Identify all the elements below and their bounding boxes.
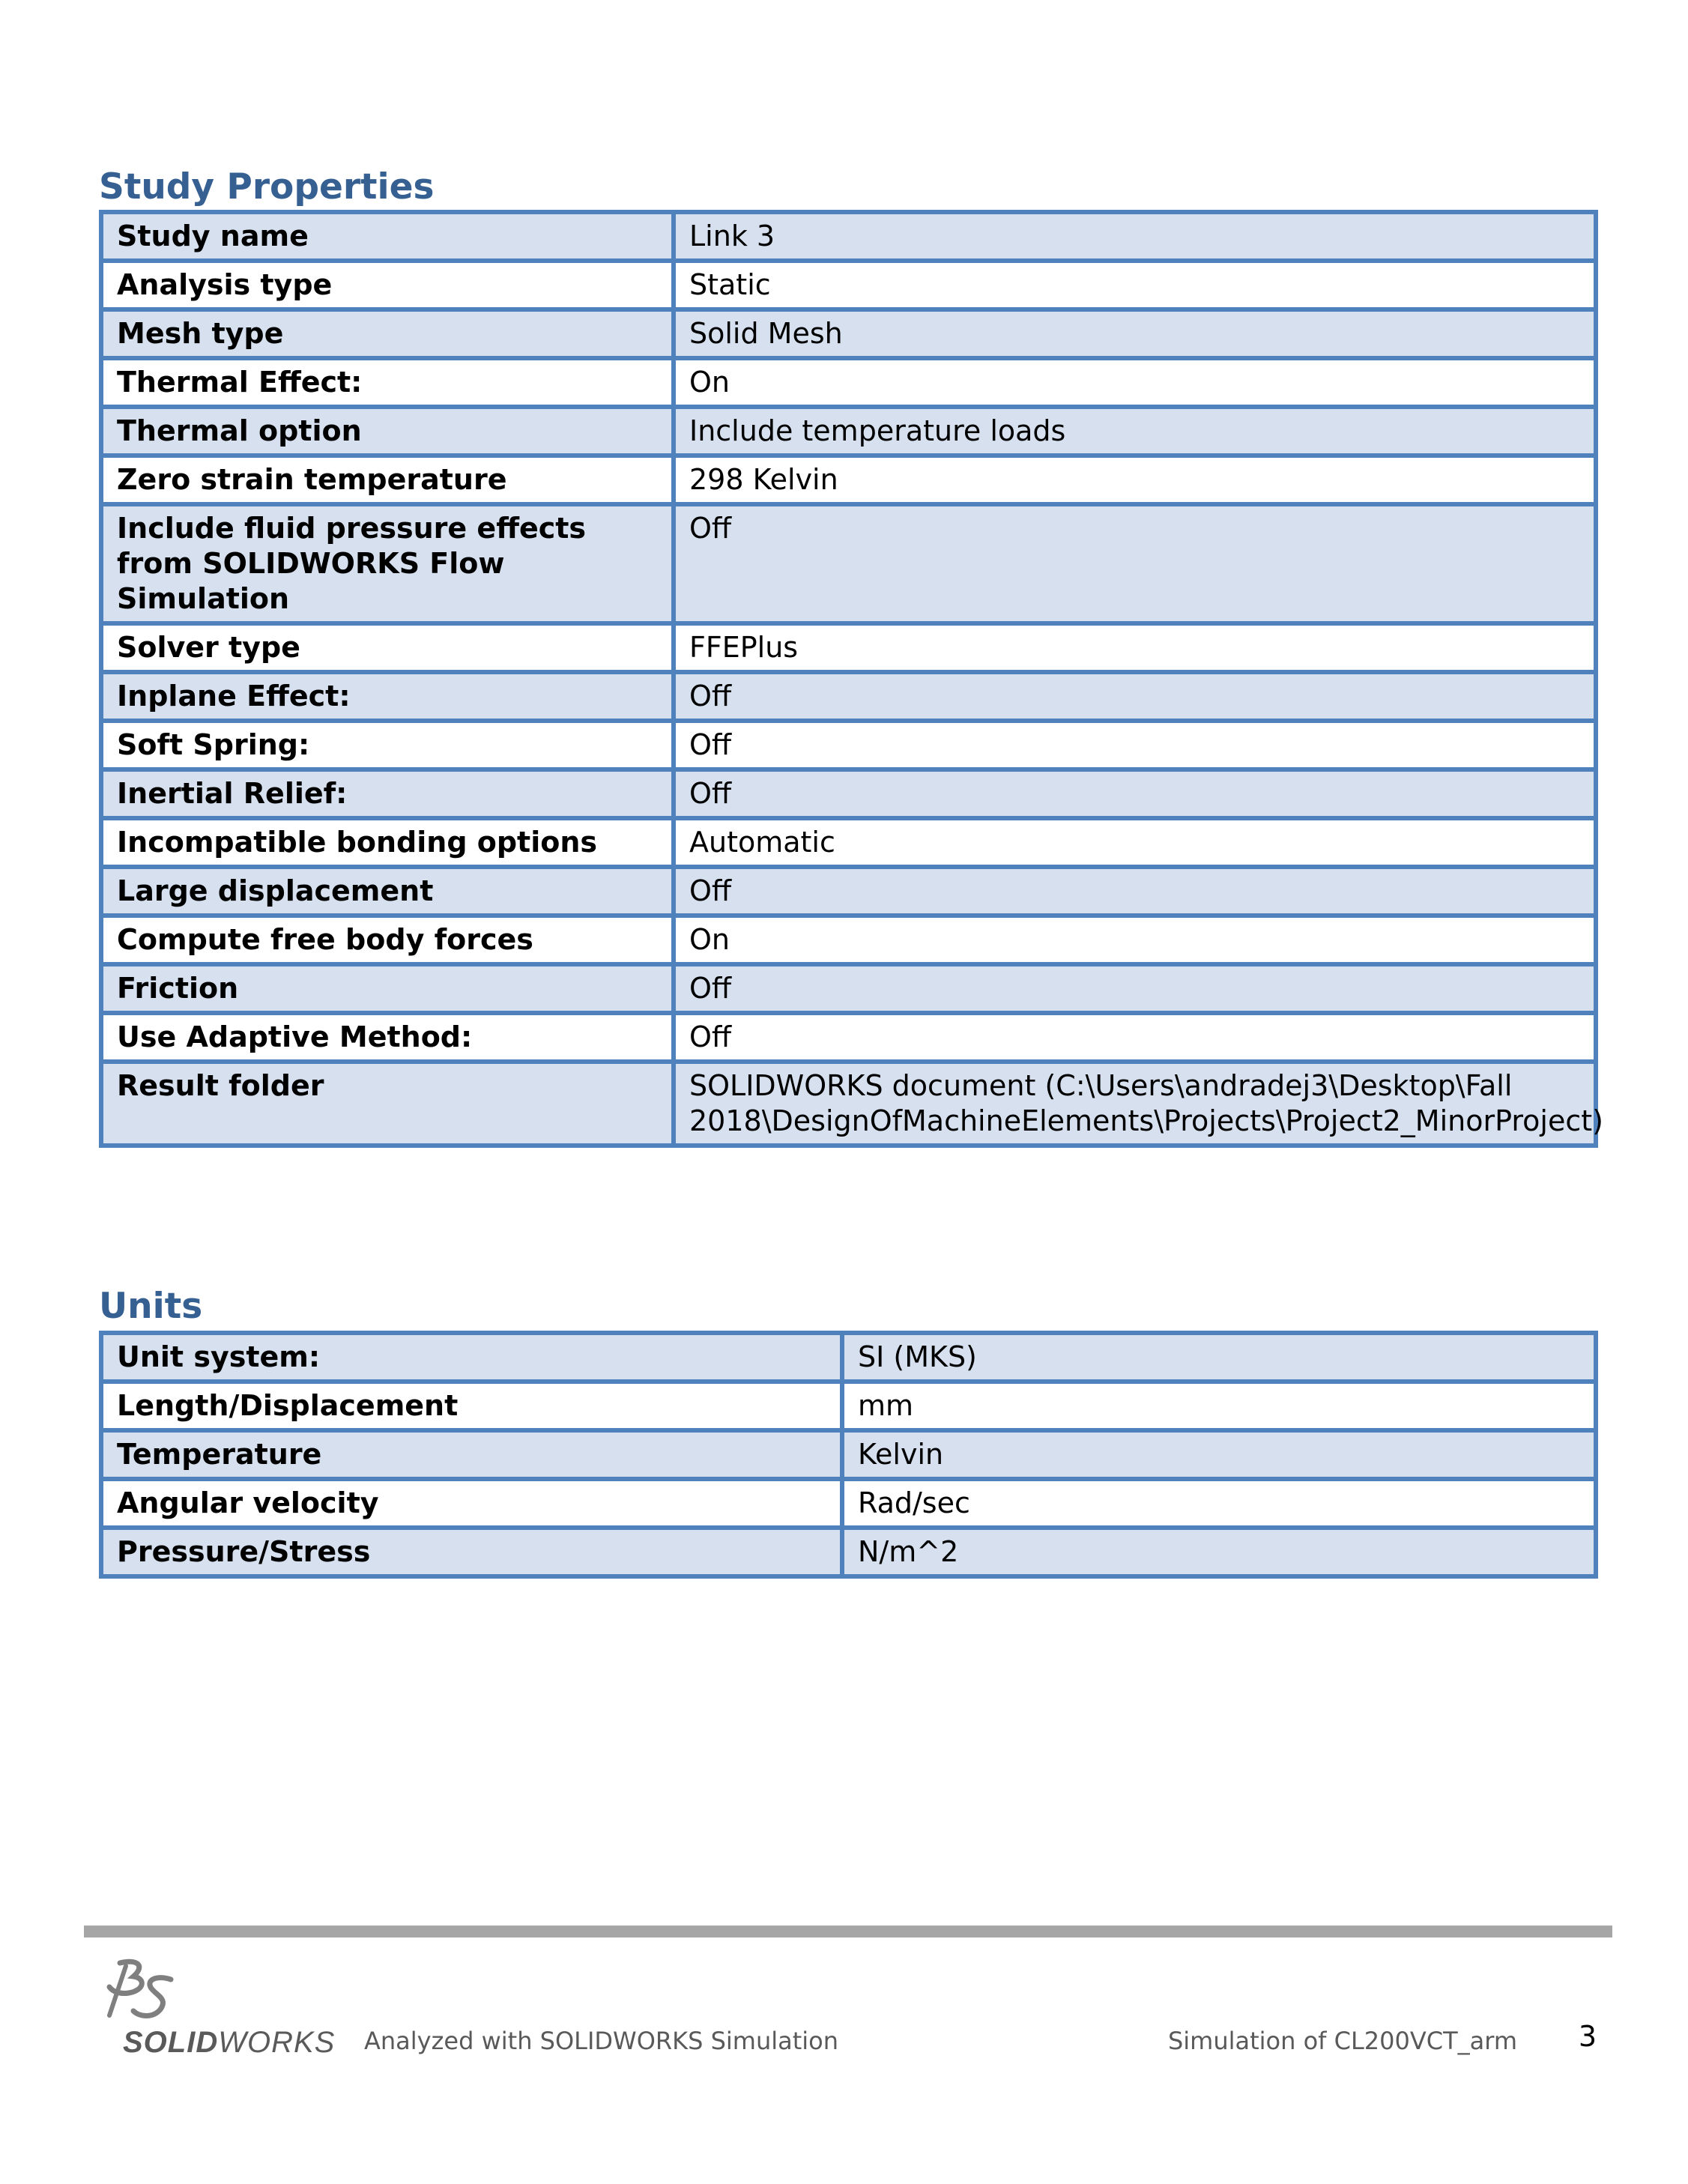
property-label: Include fluid pressure effects from SOLIDWORKS Flow Simulation bbox=[103, 506, 676, 626]
property-label: Compute free body forces bbox=[103, 918, 676, 967]
property-label: Zero strain temperature bbox=[103, 458, 676, 506]
table-row bbox=[103, 1481, 1594, 1530]
property-label: Large displacement bbox=[103, 869, 676, 918]
property-label: Inertial Relief: bbox=[103, 772, 676, 820]
table-row bbox=[103, 820, 1594, 869]
simulation-name-text: Simulation of CL200VCT_arm bbox=[1167, 2027, 1517, 2055]
unit-label: Length/Displacement bbox=[103, 1384, 844, 1433]
table-row bbox=[103, 214, 1594, 263]
unit-label: Unit system: bbox=[103, 1335, 844, 1384]
property-label: Analysis type bbox=[103, 263, 676, 312]
table-row bbox=[103, 1530, 1594, 1574]
table-row bbox=[103, 263, 1594, 312]
property-value: 298 Kelvin bbox=[676, 458, 1594, 506]
property-value: Off bbox=[676, 1015, 1594, 1064]
units-table bbox=[99, 1331, 1598, 1579]
property-value: Off bbox=[676, 967, 1594, 1015]
property-value: SOLIDWORKS document (C:\Users\andradej3\Desktop\Fall 2018\DesignOfMachineElements\Projects\Project2_MinorProject) bbox=[676, 1064, 1594, 1143]
property-label: Mesh type bbox=[103, 312, 676, 360]
property-value: Solid Mesh bbox=[676, 312, 1594, 360]
table-row bbox=[103, 409, 1594, 458]
table-row bbox=[103, 1064, 1594, 1143]
property-value: Static bbox=[676, 263, 1594, 312]
property-value: Off bbox=[676, 506, 1594, 626]
property-label: Friction bbox=[103, 967, 676, 1015]
table-row bbox=[103, 312, 1594, 360]
study-properties-heading: Study Properties bbox=[99, 166, 435, 208]
property-value: Off bbox=[676, 869, 1594, 918]
table-row bbox=[103, 360, 1594, 409]
table-row bbox=[103, 506, 1594, 626]
table-row bbox=[103, 869, 1594, 918]
property-value: On bbox=[676, 360, 1594, 409]
table-row bbox=[103, 967, 1594, 1015]
analyzed-with-text: Analyzed with SOLIDWORKS Simulation bbox=[364, 2027, 839, 2055]
table-row bbox=[103, 1433, 1594, 1481]
unit-value: mm bbox=[844, 1384, 1594, 1433]
unit-value: Rad/sec bbox=[844, 1481, 1594, 1530]
property-label: Thermal option bbox=[103, 409, 676, 458]
solidworks-wordmark: SOLIDWORKS bbox=[123, 2026, 336, 2059]
page-number: 3 bbox=[1578, 2020, 1597, 2053]
table-row bbox=[103, 674, 1594, 723]
unit-value: Kelvin bbox=[844, 1433, 1594, 1481]
table-row bbox=[103, 1335, 1594, 1384]
unit-value: SI (MKS) bbox=[844, 1335, 1594, 1384]
study-properties-table bbox=[99, 210, 1603, 1148]
property-label: Solver type bbox=[103, 626, 676, 674]
property-label: Incompatible bonding options bbox=[103, 820, 676, 869]
table-row bbox=[103, 772, 1594, 820]
property-value: Off bbox=[676, 772, 1594, 820]
table-row bbox=[103, 1384, 1594, 1433]
property-value: Link 3 bbox=[676, 214, 1594, 263]
property-value: Include temperature loads bbox=[676, 409, 1594, 458]
property-label: Thermal Effect: bbox=[103, 360, 676, 409]
unit-label: Temperature bbox=[103, 1433, 844, 1481]
property-value: On bbox=[676, 918, 1594, 967]
property-value: Automatic bbox=[676, 820, 1594, 869]
property-label: Study name bbox=[103, 214, 676, 263]
property-label: Result folder bbox=[103, 1064, 676, 1143]
unit-label: Pressure/Stress bbox=[103, 1530, 844, 1574]
table-row bbox=[103, 723, 1594, 772]
property-value: Off bbox=[676, 674, 1594, 723]
property-value: FFEPlus bbox=[676, 626, 1594, 674]
ds-logo-icon bbox=[99, 1957, 181, 2024]
unit-value: N/m^2 bbox=[844, 1530, 1594, 1574]
table-row bbox=[103, 918, 1594, 967]
footer-divider bbox=[84, 1926, 1612, 1938]
table-row bbox=[103, 458, 1594, 506]
property-value: Off bbox=[676, 723, 1594, 772]
table-row bbox=[103, 1015, 1594, 1064]
property-label: Use Adaptive Method: bbox=[103, 1015, 676, 1064]
property-label: Inplane Effect: bbox=[103, 674, 676, 723]
units-heading: Units bbox=[99, 1286, 203, 1327]
table-row bbox=[103, 626, 1594, 674]
property-label: Soft Spring: bbox=[103, 723, 676, 772]
unit-label: Angular velocity bbox=[103, 1481, 844, 1530]
solidworks-logo bbox=[99, 1957, 346, 2062]
